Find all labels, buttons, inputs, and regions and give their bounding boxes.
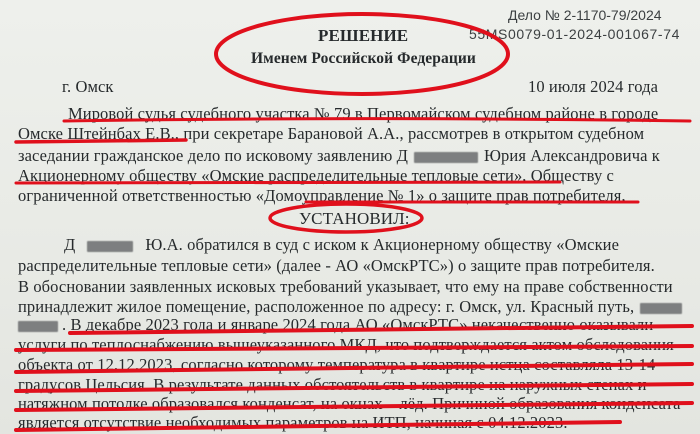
body-line-4: принадлежит жилое помещение, расположенное по адресу: г. Омск, ул. Красный путь, [18,297,688,317]
body-line-2: распределительные тепловые сети» (далее - АО «ОмскРТС») о защите прав потребителя. [18,256,655,275]
redacted-surname [414,152,478,163]
body-line-3: В обосновании заявленных исковых требований указывает, что ему на праве собственности [18,277,673,296]
redacted-address [640,303,682,314]
redacted-surname [87,241,133,252]
intro-line-2: Омске Штейнбах Е.В., при секретаре Барановой А.А., рассмотрев в открытом судебном [18,124,645,143]
body-line-9: натяжном потолке образовался конденсат, на окнах – лёд. Причиной образования конденсата [18,394,681,413]
city: г. Омск [62,77,114,96]
body-line-5: . В декабре 2023 года и январе 2024 года АО «ОмскРТС» некачественно оказывали [18,315,653,335]
case-number: Дело № 2-1170-79/2024 [508,7,662,23]
intro-line-3: заседании гражданское дело по исковому заявлению Д Юрия Александровича к [18,146,660,165]
case-uid: 55MS0079-01-2024-001067-74 [469,26,680,42]
body-line-1: Д Ю.А. обратился в суд с иском к Акционерному обществу «Омские [64,235,620,254]
intro-line-5: ограниченной ответственностью «Домоуправление № 1» о защите прав потребителя, [18,186,626,205]
decision-date: 10 июля 2024 года [528,77,658,96]
defendant-name: Акционерному обществу «Омские распределительные тепловые сети», [18,166,527,185]
body-line-8: градусов Цельсия. В результате данных обстоятельств в квартире на наружных стенах и [18,375,647,394]
intro-line-1: Мировой судья судебного участка № 79 в Первомайском судебном районе в городе [68,104,659,123]
body-line-7: объекта от 12.12.2023, согласно которому температура в квартире истца составляла 13-14 [18,355,656,374]
redacted-address [18,321,58,332]
intro-line-4: Акционерному обществу «Омские распределительные тепловые сети», Обществу с [18,166,614,185]
judge-name: Омске Штейнбах Е.В., [18,124,180,143]
established-heading: УСТАНОВИЛ: [299,209,410,228]
document-subtitle: Именем Российской Федерации [251,50,476,67]
document-title: РЕШЕНИЕ [318,26,409,45]
body-line-10: является отсутствие необходимых параметров на ИТП, начиная с 04.12.2023. [18,413,568,432]
body-line-6: услуги по теплоснабжению вышеуказанного МКД, что подтверждается актом обследования [18,335,674,354]
